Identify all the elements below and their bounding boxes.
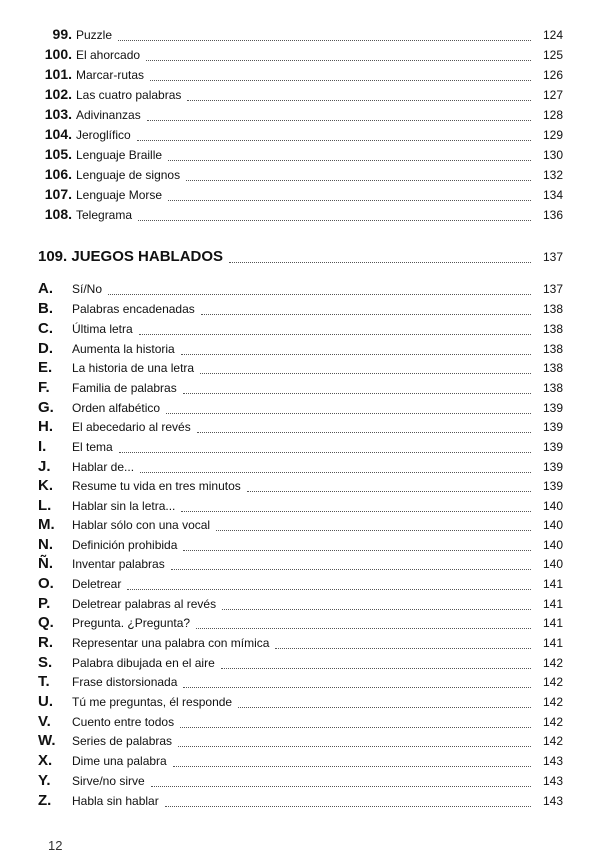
entry-number: 102. bbox=[44, 86, 72, 102]
dot-leader bbox=[222, 609, 531, 610]
entry-page: 142 bbox=[542, 734, 563, 748]
dot-leader bbox=[166, 413, 531, 414]
dot-leader bbox=[186, 180, 531, 181]
entry-page: 136 bbox=[542, 208, 563, 222]
dot-leader bbox=[275, 648, 531, 649]
toc-entry bbox=[38, 772, 563, 792]
entry-number: 101. bbox=[44, 66, 72, 82]
dot-leader bbox=[140, 472, 531, 473]
entry-title: Las cuatro palabras bbox=[76, 88, 182, 102]
dot-leader bbox=[180, 727, 531, 728]
entry-title: Familia de palabras bbox=[72, 381, 177, 395]
entry-letter: Ñ. bbox=[38, 555, 53, 572]
page-number: 12 bbox=[48, 838, 63, 853]
entry-page: 141 bbox=[542, 597, 563, 611]
entry-page: 143 bbox=[542, 794, 563, 808]
entry-page: 138 bbox=[542, 381, 563, 395]
entry-number: 103. bbox=[44, 106, 72, 122]
entry-page: 124 bbox=[542, 28, 563, 42]
entry-page: 140 bbox=[542, 499, 563, 513]
entry-title: El ahorcado bbox=[76, 48, 141, 62]
toc-entry bbox=[38, 516, 563, 536]
entry-title: Adivinanzas bbox=[76, 108, 141, 122]
dot-leader bbox=[183, 550, 531, 551]
toc-entry bbox=[38, 752, 563, 772]
entry-page: 125 bbox=[542, 48, 563, 62]
entry-title: Lenguaje Braille bbox=[76, 148, 163, 162]
entry-letter: H. bbox=[38, 418, 53, 435]
dot-leader bbox=[173, 766, 531, 767]
dot-leader bbox=[118, 40, 531, 41]
entry-title: Lenguaje de signos bbox=[76, 168, 181, 182]
entry-title: Sirve/no sirve bbox=[72, 774, 145, 788]
dot-leader bbox=[187, 100, 531, 101]
dot-leader bbox=[216, 530, 531, 531]
entry-letter: D. bbox=[38, 340, 53, 357]
dot-leader bbox=[201, 314, 531, 315]
entry-title: Habla sin hablar bbox=[72, 794, 159, 808]
dot-leader bbox=[238, 707, 531, 708]
entry-title: Series de palabras bbox=[72, 734, 173, 748]
toc-entry bbox=[38, 206, 563, 226]
entry-page: 141 bbox=[542, 616, 563, 630]
entry-letter: Y. bbox=[38, 772, 51, 789]
entry-letter: M. bbox=[38, 516, 55, 533]
entry-title: Última letra bbox=[72, 322, 133, 336]
entry-title: Representar una palabra con mímica bbox=[72, 636, 270, 650]
toc-entry bbox=[38, 693, 563, 713]
entry-title: Pregunta. ¿Pregunta? bbox=[72, 616, 191, 630]
entry-number: 106. bbox=[44, 166, 72, 182]
entry-title: Marcar-rutas bbox=[76, 68, 145, 82]
toc-entry bbox=[38, 26, 563, 46]
toc-entry bbox=[38, 575, 563, 595]
toc-entry bbox=[38, 497, 563, 517]
entry-title: Tú me preguntas, él responde bbox=[72, 695, 233, 709]
entry-page: 139 bbox=[542, 460, 563, 474]
entry-page: 139 bbox=[542, 479, 563, 493]
entry-page: 129 bbox=[542, 128, 563, 142]
dot-leader bbox=[119, 452, 531, 453]
entry-title: Deletrear bbox=[72, 577, 122, 591]
entry-page: 139 bbox=[542, 420, 563, 434]
toc-entry bbox=[38, 186, 563, 206]
entry-letter: F. bbox=[38, 379, 50, 396]
dot-leader bbox=[147, 120, 531, 121]
dot-leader bbox=[196, 628, 531, 629]
entry-letter: S. bbox=[38, 654, 53, 671]
entry-page: 138 bbox=[542, 342, 563, 356]
entry-letter: Z. bbox=[38, 792, 52, 809]
entry-title: Inventar palabras bbox=[72, 557, 165, 571]
dot-leader bbox=[137, 140, 531, 141]
entry-title: Sí/No bbox=[72, 282, 103, 296]
toc-entry bbox=[38, 86, 563, 106]
entry-title: Cuento entre todos bbox=[72, 715, 175, 729]
entry-letter: N. bbox=[38, 536, 53, 553]
entry-letter: G. bbox=[38, 399, 54, 416]
entry-page: 142 bbox=[542, 675, 563, 689]
entry-letter: I. bbox=[38, 438, 47, 455]
entry-page: 128 bbox=[542, 108, 563, 122]
toc-entry bbox=[38, 106, 563, 126]
entry-title: Palabra dibujada en el aire bbox=[72, 656, 215, 670]
entry-page: 139 bbox=[542, 401, 563, 415]
entry-page: 143 bbox=[542, 754, 563, 768]
entry-letter: Q. bbox=[38, 614, 54, 631]
dot-leader bbox=[183, 393, 531, 394]
entry-title: Definición prohibida bbox=[72, 538, 178, 552]
dot-leader bbox=[247, 491, 531, 492]
toc-entry bbox=[38, 477, 563, 497]
dot-leader bbox=[165, 806, 531, 807]
entry-page: 134 bbox=[542, 188, 563, 202]
entry-title: Orden alfabético bbox=[72, 401, 161, 415]
toc-entry bbox=[38, 595, 563, 615]
toc-entry bbox=[38, 146, 563, 166]
toc-entry bbox=[38, 166, 563, 186]
dot-leader bbox=[197, 432, 531, 433]
entry-number: 107. bbox=[44, 186, 72, 202]
entry-title: Dime una palabra bbox=[72, 754, 167, 768]
entry-page: 126 bbox=[542, 68, 563, 82]
dot-leader bbox=[221, 668, 531, 669]
entry-page: 141 bbox=[542, 577, 563, 591]
dot-leader bbox=[150, 80, 531, 81]
entry-title: La historia de una letra bbox=[72, 361, 195, 375]
entry-title: Lenguaje Morse bbox=[76, 188, 163, 202]
toc-entry bbox=[38, 359, 563, 379]
entry-title: El tema bbox=[72, 440, 113, 454]
entry-letter: R. bbox=[38, 634, 53, 651]
entry-letter: U. bbox=[38, 693, 53, 710]
entry-letter: V. bbox=[38, 713, 51, 730]
section-heading bbox=[38, 248, 563, 268]
toc-entry bbox=[38, 66, 563, 86]
toc-entry bbox=[38, 792, 563, 812]
entry-letter: C. bbox=[38, 320, 53, 337]
dot-leader bbox=[181, 354, 531, 355]
entry-title: Hablar sólo con una vocal bbox=[72, 518, 211, 532]
entry-letter: O. bbox=[38, 575, 54, 592]
entry-letter: K. bbox=[38, 477, 53, 494]
entry-letter: A. bbox=[38, 280, 53, 297]
entry-letter: X. bbox=[38, 752, 53, 769]
entry-page: 137 bbox=[542, 282, 563, 296]
toc-entry bbox=[38, 399, 563, 419]
entry-page: 142 bbox=[542, 715, 563, 729]
entry-page: 143 bbox=[542, 774, 563, 788]
entry-number: 108. bbox=[44, 206, 72, 222]
entry-page: 138 bbox=[542, 361, 563, 375]
entry-letter: B. bbox=[38, 300, 53, 317]
toc-entry bbox=[38, 673, 563, 693]
toc-entry bbox=[38, 634, 563, 654]
entry-page: 139 bbox=[542, 440, 563, 454]
toc-entry bbox=[38, 458, 563, 478]
toc-entry bbox=[38, 379, 563, 399]
toc-entry bbox=[38, 280, 563, 300]
entry-title: El abecedario al revés bbox=[72, 420, 191, 434]
entry-number: 104. bbox=[44, 126, 72, 142]
dot-leader bbox=[181, 511, 531, 512]
entry-title: Aumenta la historia bbox=[72, 342, 175, 356]
entry-page: 132 bbox=[542, 168, 563, 182]
toc-entry bbox=[38, 536, 563, 556]
entry-letter: T. bbox=[38, 673, 50, 690]
dot-leader bbox=[183, 687, 531, 688]
toc-entry bbox=[38, 340, 563, 360]
toc-entry bbox=[38, 320, 563, 340]
entry-title: Deletrear palabras al revés bbox=[72, 597, 217, 611]
toc-entry bbox=[38, 438, 563, 458]
entry-number: 105. bbox=[44, 146, 72, 162]
entry-page: 130 bbox=[542, 148, 563, 162]
entry-letter: J. bbox=[38, 458, 51, 475]
entry-title: Frase distorsionada bbox=[72, 675, 178, 689]
dot-leader bbox=[168, 200, 531, 201]
dot-leader bbox=[178, 746, 531, 747]
entry-title: Hablar de... bbox=[72, 460, 135, 474]
section-heading-title: 109. JUEGOS HABLADOS bbox=[38, 248, 224, 265]
toc-entry bbox=[38, 46, 563, 66]
toc-entry bbox=[38, 713, 563, 733]
dot-leader bbox=[200, 373, 531, 374]
entry-number: 100. bbox=[44, 46, 72, 62]
entry-letter: P. bbox=[38, 595, 51, 612]
entry-title: Hablar sin la letra... bbox=[72, 499, 176, 513]
entry-page: 141 bbox=[542, 636, 563, 650]
dot-leader bbox=[151, 786, 531, 787]
entry-page: 140 bbox=[542, 518, 563, 532]
toc-entry bbox=[38, 654, 563, 674]
entry-page: 140 bbox=[542, 557, 563, 571]
entry-number: 99. bbox=[52, 26, 72, 42]
entry-page: 140 bbox=[542, 538, 563, 552]
entry-title: Resume tu vida en tres minutos bbox=[72, 479, 241, 493]
toc-entry bbox=[38, 418, 563, 438]
dot-leader bbox=[138, 220, 531, 221]
entry-page: 138 bbox=[542, 322, 563, 336]
entry-page: 127 bbox=[542, 88, 563, 102]
entry-letter: E. bbox=[38, 359, 53, 376]
entry-letter: W. bbox=[38, 732, 56, 749]
dot-leader bbox=[139, 334, 531, 335]
dot-leader bbox=[229, 262, 531, 263]
toc-entry bbox=[38, 300, 563, 320]
toc-entry bbox=[38, 126, 563, 146]
dot-leader bbox=[146, 60, 531, 61]
entry-page: 142 bbox=[542, 695, 563, 709]
toc-entry bbox=[38, 614, 563, 634]
section-heading-page: 137 bbox=[542, 250, 563, 264]
entry-page: 138 bbox=[542, 302, 563, 316]
toc-entry bbox=[38, 555, 563, 575]
entry-letter: L. bbox=[38, 497, 52, 514]
dot-leader bbox=[171, 569, 531, 570]
dot-leader bbox=[168, 160, 531, 161]
entry-title: Puzzle bbox=[76, 28, 113, 42]
dot-leader bbox=[108, 294, 531, 295]
toc-entry bbox=[38, 732, 563, 752]
entry-title: Jeroglífico bbox=[76, 128, 131, 142]
entry-title: Telegrama bbox=[76, 208, 133, 222]
dot-leader bbox=[127, 589, 531, 590]
entry-title: Palabras encadenadas bbox=[72, 302, 195, 316]
entry-page: 142 bbox=[542, 656, 563, 670]
